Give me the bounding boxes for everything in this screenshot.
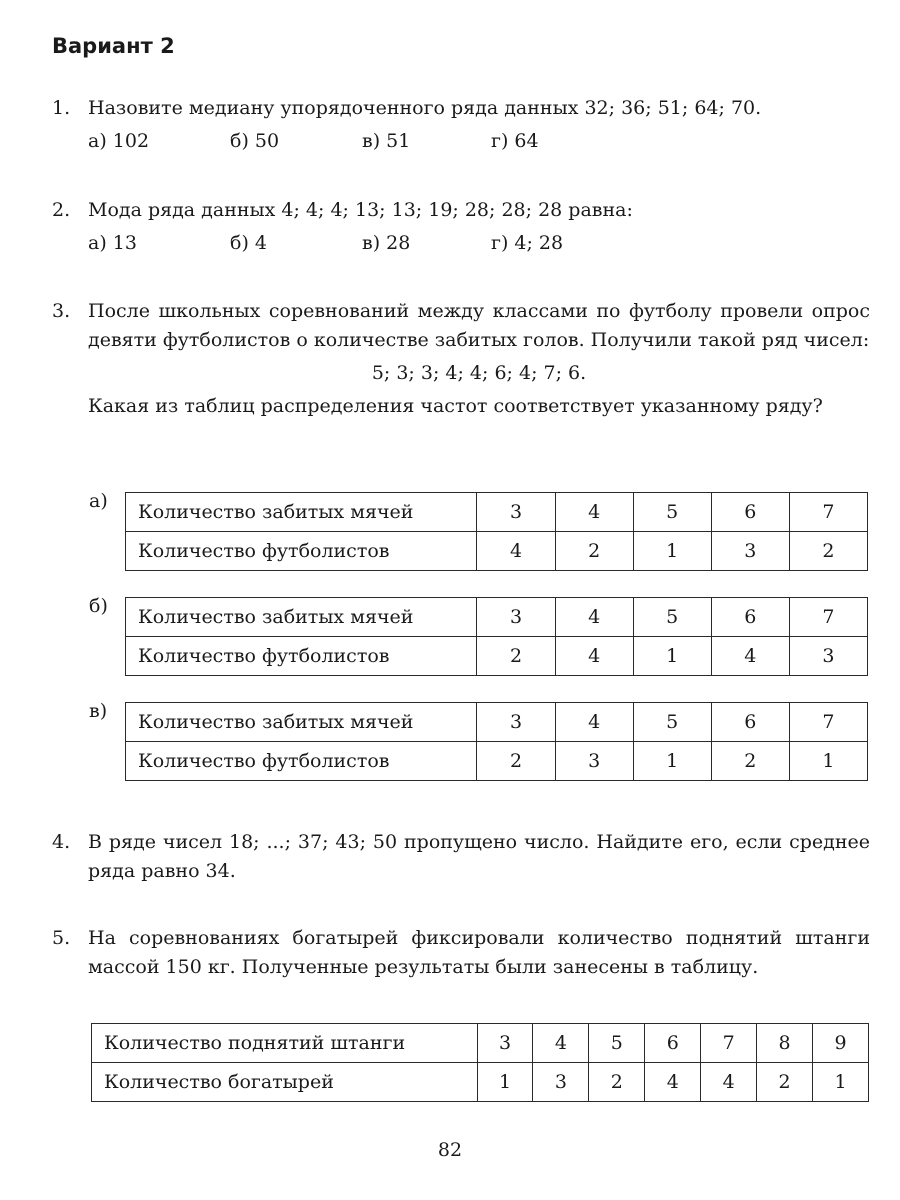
- task-5: [52, 924, 870, 982]
- table-cell: 6: [711, 598, 789, 637]
- task-4: [52, 828, 870, 886]
- table-cell: 4: [555, 637, 633, 676]
- table-cell: 2: [477, 637, 555, 676]
- table-cell: 4: [555, 493, 633, 532]
- table-cell: 4: [555, 598, 633, 637]
- table-cell: 1: [477, 1063, 533, 1102]
- task-text: В ряде чисел 18; ...; 37; 43; 50 пропущено число. Найдите его, если среднее ряда равно 34.: [88, 831, 870, 882]
- table-cell: 5: [589, 1024, 645, 1063]
- table-cell: 5: [633, 703, 711, 742]
- table-row: [126, 637, 868, 676]
- task-1: [52, 94, 870, 156]
- table-label-b: б): [89, 595, 108, 617]
- table-cell: 1: [633, 637, 711, 676]
- table-cell: 2: [711, 742, 789, 781]
- table-cell: 2: [589, 1063, 645, 1102]
- row-header: Количество забитых мячей: [126, 493, 477, 532]
- table-cell: 3: [477, 703, 555, 742]
- table-cell: 1: [633, 742, 711, 781]
- data-series: 5; 3; 3; 4; 4; 6; 4; 7; 6.: [371, 362, 587, 384]
- table-cell: 7: [789, 493, 867, 532]
- task-number: 3.: [52, 300, 71, 322]
- table-cell: 3: [789, 637, 867, 676]
- table-cell: 1: [813, 1063, 869, 1102]
- table-cell: 4: [477, 532, 555, 571]
- table-cell: 3: [555, 742, 633, 781]
- task-number: 4.: [52, 831, 71, 853]
- table-label-a: а): [89, 490, 108, 512]
- page-number: 82: [437, 1139, 463, 1161]
- task-number: 1.: [52, 97, 71, 119]
- table-row: [92, 1024, 869, 1063]
- table-cell: 4: [555, 703, 633, 742]
- table-cell: 5: [633, 493, 711, 532]
- table-label-v: в): [89, 700, 108, 722]
- table-cell: 5: [633, 598, 711, 637]
- table-cell: 6: [711, 493, 789, 532]
- frequency-table-v: [125, 702, 868, 781]
- answer-option-a: а) 102: [88, 130, 150, 152]
- table-cell: 3: [477, 1024, 533, 1063]
- table-cell: 2: [789, 532, 867, 571]
- task-question: Какая из таблиц распределения частот соответствует указанному ряду?: [88, 395, 823, 417]
- table-row: [126, 742, 868, 781]
- table-row: [126, 532, 868, 571]
- table-cell: 2: [477, 742, 555, 781]
- variant-title: Вариант 2: [52, 34, 175, 58]
- answer-option-v: в) 51: [362, 130, 411, 152]
- row-header: Количество поднятий штанги: [92, 1024, 478, 1063]
- answer-option-b: б) 4: [230, 232, 267, 254]
- task-3: [52, 297, 870, 421]
- answer-option-v: в) 28: [362, 232, 411, 254]
- table-cell: 3: [477, 598, 555, 637]
- task-number: 5.: [52, 927, 71, 949]
- table-cell: 1: [789, 742, 867, 781]
- row-header: Количество забитых мячей: [126, 703, 477, 742]
- answer-option-a: а) 13: [88, 232, 137, 254]
- row-header: Количество футболистов: [126, 637, 477, 676]
- table-cell: 3: [477, 493, 555, 532]
- row-header: Количество богатырей: [92, 1063, 478, 1102]
- answer-options: [88, 229, 870, 258]
- table-cell: 3: [711, 532, 789, 571]
- table-row: [126, 703, 868, 742]
- table-cell: 7: [789, 703, 867, 742]
- task-text: На соревнованиях богатырей фиксировали количество поднятий штанги массой 150 кг. Полученные результаты были занесены в таблицу.: [88, 927, 870, 978]
- table-cell: 2: [555, 532, 633, 571]
- frequency-table-a: [125, 492, 868, 571]
- row-header: Количество футболистов: [126, 532, 477, 571]
- table-cell: 7: [789, 598, 867, 637]
- task-text: Назовите медиану упорядоченного ряда данных 32; 36; 51; 64; 70.: [88, 97, 762, 119]
- table-cell: 9: [813, 1024, 869, 1063]
- answer-option-b: б) 50: [230, 130, 280, 152]
- table-cell: 4: [533, 1024, 589, 1063]
- table-cell: 1: [633, 532, 711, 571]
- row-header: Количество забитых мячей: [126, 598, 477, 637]
- answer-option-g: г) 4; 28: [491, 232, 564, 254]
- frequency-table-b: [125, 597, 868, 676]
- answer-option-g: г) 64: [491, 130, 539, 152]
- table-row: [126, 598, 868, 637]
- results-table: [91, 1023, 869, 1102]
- task-2: [52, 196, 870, 258]
- table-cell: 6: [645, 1024, 701, 1063]
- table-row: [92, 1063, 869, 1102]
- table-cell: 4: [645, 1063, 701, 1102]
- table-row: [126, 493, 868, 532]
- table-cell: 8: [757, 1024, 813, 1063]
- table-cell: 6: [711, 703, 789, 742]
- table-cell: 4: [701, 1063, 757, 1102]
- task-number: 2.: [52, 199, 71, 221]
- table-cell: 4: [711, 637, 789, 676]
- table-cell: 3: [533, 1063, 589, 1102]
- task-text: Мода ряда данных 4; 4; 4; 13; 13; 19; 28; 28; 28 равна:: [88, 199, 633, 221]
- task-text: После школьных соревнований между классами по футболу провели опрос девяти футболистов о количестве забитых голов. Получили такой ряд чисел:: [88, 300, 870, 351]
- answer-options: [88, 127, 870, 156]
- table-cell: 7: [701, 1024, 757, 1063]
- table-cell: 2: [757, 1063, 813, 1102]
- row-header: Количество футболистов: [126, 742, 477, 781]
